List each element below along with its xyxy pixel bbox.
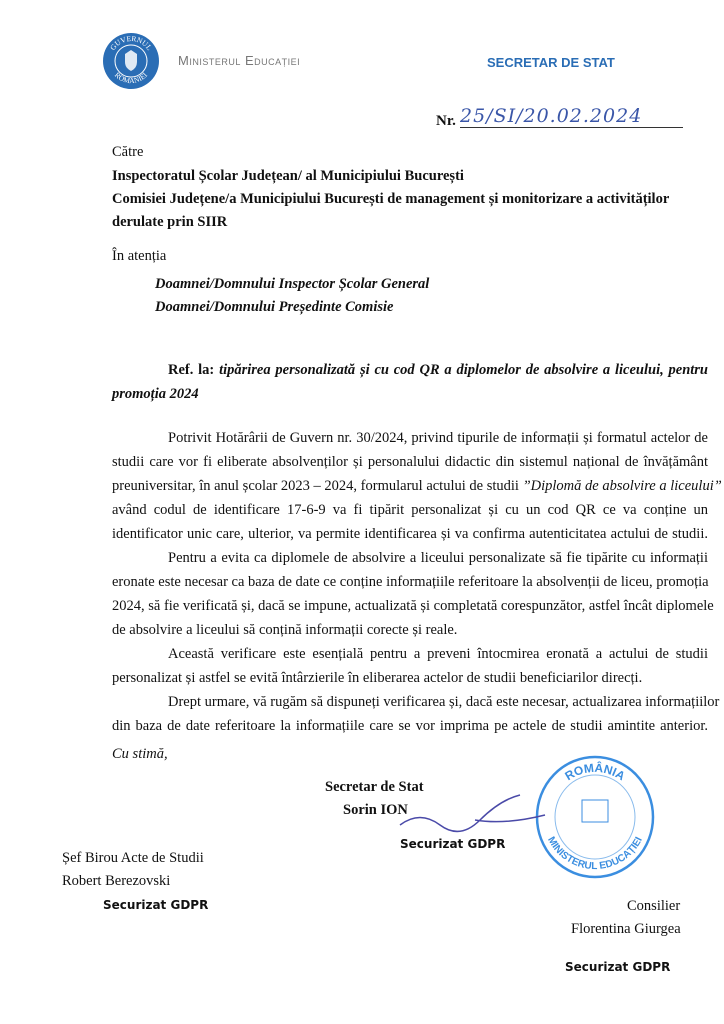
registration-number-value: 25/SI/20.02.2024	[460, 105, 683, 128]
reference-subject: tipărirea personalizată și cu cod QR a diplomelor de absolvire a liceului, pentru	[219, 362, 709, 378]
paragraph-line: identificator unic care, ulterior, va permite identificarea și va confirma autenticitatea actului de studii.	[112, 526, 708, 542]
advisor-title: Consilier	[627, 898, 681, 914]
ministry-name: Ministerul Educației	[178, 53, 301, 68]
paragraph-line	[112, 477, 722, 495]
office-title: SECRETAR DE STAT	[487, 55, 615, 70]
paragraph-line: studii care vor fi eliberate absolvenților și personalului didactic din sistemul național de învățământ	[112, 454, 708, 470]
chief-name-text: Robert Berezovski	[62, 873, 171, 889]
paragraph-line: de absolvire a liceului să conțină informații corecte și reale.	[112, 622, 458, 638]
attention-label: În atenția	[112, 248, 167, 264]
paragraph-line: Drept urmare, vă rugăm să dispuneți verificarea și, dacă este necesar, actualizarea informațiilor	[168, 694, 720, 710]
diploma-name: ”Diplomă de absolvire a liceului”	[522, 478, 722, 494]
svg-text:ROMÂNIA: ROMÂNIA	[562, 760, 628, 784]
signature-scribble	[395, 790, 555, 840]
secretary-title: Secretar de Stat	[325, 779, 424, 795]
paragraph-line: Pentru a evita ca diplomele de absolvire a liceului personalizate să fie tipărite cu informații	[168, 550, 708, 566]
attention-line: Doamnei/Domnului Inspector Școlar General	[155, 276, 430, 292]
svg-text:GUVERNUL: GUVERNUL	[108, 33, 154, 53]
reference-subject-cont: promoția 2024	[112, 386, 199, 402]
reference-label: Ref. la:	[168, 362, 215, 378]
gdpr-redaction: Securizat GDPR	[400, 837, 506, 851]
gdpr-redaction: Securizat GDPR	[103, 898, 209, 912]
reference-line	[168, 361, 708, 379]
paragraph-text: preuniversitar, în anul școlar 2023 – 2024, formularul actului de studii	[112, 478, 519, 494]
paragraph-line: Potrivit Hotărârii de Guvern nr. 30/2024, privind tipurile de informații și formatul actelor de	[168, 430, 708, 446]
svg-text:ROMÂNIEI: ROMÂNIEI	[112, 70, 150, 86]
to-label: Către	[112, 144, 144, 160]
registration-number-label: Nr.	[436, 113, 456, 129]
advisor-name: Florentina Giurgea	[571, 921, 681, 937]
closing: Cu stimă,	[112, 746, 168, 762]
chief-title: Șef Birou Acte de Studii	[62, 850, 204, 866]
chief-name	[62, 872, 170, 890]
secretary-name: Sorin ION	[343, 802, 408, 818]
government-logo	[102, 32, 160, 90]
paragraph-line: personalizat și astfel se evită întârzierile în eliberarea actelor de studii beneficiarilor direcți.	[112, 670, 643, 686]
recipient-line: Comisiei Județene/a Municipiului București de management și monitorizare a activităților	[112, 191, 670, 207]
attention-line: Doamnei/Domnului Președinte Comisie	[155, 299, 394, 315]
paragraph-line: 2024, să fie verificată și, dacă se impune, actualizată și completată corespunzător, astfel încât diplomele	[112, 598, 714, 614]
gdpr-redaction: Securizat GDPR	[565, 960, 671, 974]
paragraph-line: eronate este necesar ca baza de date ce conține informațiile referitoare la absolvenții de liceu, promoția	[112, 574, 709, 590]
svg-text:MINISTERUL EDUCAȚIEI: MINISTERUL EDUCAȚIEI	[545, 835, 645, 873]
recipient-line: derulate prin SIIR	[112, 214, 228, 230]
paragraph-line: din baza de date referitoare la informațiile care se vor imprima pe actele de studii amintite anterior.	[112, 718, 708, 734]
paragraph-line: Această verificare este esențială pentru a preveni întocmirea eronată a actului de studii	[168, 646, 708, 662]
paragraph-line: având codul de identificare 17-6-9 va fi tipărit personalizat și cu un cod QR ce va conține un	[112, 502, 708, 518]
recipient-line: Inspectoratul Școlar Județean/ al Municipiului București	[112, 168, 464, 184]
